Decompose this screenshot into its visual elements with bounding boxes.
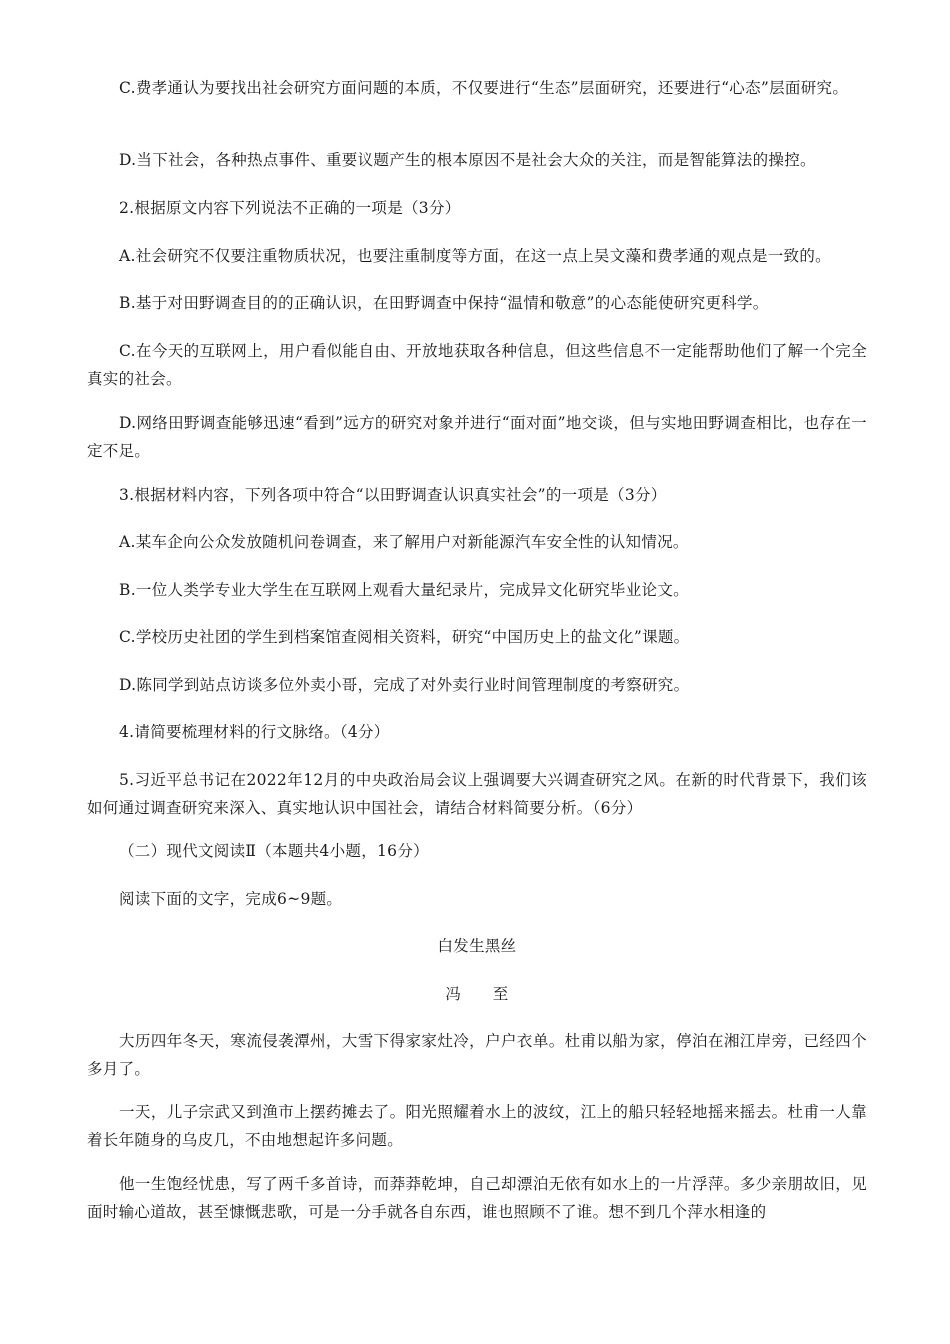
story-author: 冯 至 (445, 985, 509, 1003)
q2-option-a: A.社会研究不仅要注重物质状况，也要注重制度等方面，在这一点上吴文藻和费孝通的观点是一致的。 (119, 247, 831, 265)
q2-stem: 2.根据原文内容下列说法不正确的一项是（3分） (119, 199, 461, 217)
q3-option-a: A.某车企向公众发放随机问卷调查，来了解用户对新能源汽车安全性的认知情况。 (119, 533, 689, 551)
story-paragraph: 大历四年冬天，寒流侵袭潭州，大雪下得家家灶冷，户户衣单。杜甫以船为家，停泊在湘江岸旁，已经四个多月了。 (87, 1032, 867, 1078)
q1-option-d: D.当下社会，各种热点事件、重要议题产生的根本原因不是社会大众的关注，而是智能算法的操控。 (119, 151, 816, 169)
q3-option-c: C.学校历史社团的学生到档案馆查阅相关资料，研究“中国历史上的盐文化”课题。 (119, 628, 690, 646)
q3-option-d: D.陈同学到站点访谈多位外卖小哥，完成了对外卖行业时间管理制度的考察研究。 (119, 676, 690, 694)
q2-option-c: C.在今天的互联网上，用户看似能自由、开放地获取各种信息，但这些信息不一定能帮助他们了解一个完全真实的社会。 (87, 342, 867, 388)
story-paragraph: 一天，儿子宗武又到渔市上摆药摊去了。阳光照耀着水上的波纹，江上的船只轻轻地摇来摇去。杜甫一人靠着长年随身的乌皮几，不由地想起许多问题。 (87, 1103, 867, 1149)
q5-stem: 5.习近平总书记在2022年12月的中央政治局会议上强调要大兴调查研究之风。在新的时代背景下，我们该如何通过调查研究来深入、真实地认识中国社会，请结合材料简要分析。（6分） (87, 771, 867, 817)
q2-option-b: B.基于对田野调查目的的正确认识，在田野调查中保持“温情和敬意”的心态能使研究更科学。 (119, 294, 769, 312)
q4-stem: 4.请简要梳理材料的行文脉络。（4分） (119, 723, 390, 741)
section-heading: （二）现代文阅读Ⅱ（本题共4小题，16分） (119, 842, 429, 860)
q1-option-c: C.费孝通认为要找出社会研究方面问题的本质，不仅要进行“生态”层面研究，还要进行“心态”层面研究。 (119, 79, 849, 97)
story-paragraph: 他一生饱经忧患，写了两千多首诗，而莽莽乾坤，自己却漂泊无依有如水上的一片浮萍。多少亲朋故旧，见面时输心道故，甚至慷慨悲歌，可是一分手就各自东西，谁也照顾不了谁。想不到几个萍水相逢的 (87, 1175, 867, 1221)
q2-option-d: D.网络田野调查能够迅速“看到”远方的研究对象并进行“面对面”地交谈，但与实地田野调查相比，也存在一定不足。 (87, 414, 867, 460)
q3-stem: 3.根据材料内容，下列各项中符合“以田野调查认识真实社会”的一项是（3分） (119, 486, 667, 504)
q3-option-b: B.一位人类学专业大学生在互联网上观看大量纪录片，完成异文化研究毕业论文。 (119, 581, 689, 599)
story-title: 白发生黑丝 (437, 937, 517, 955)
section-instruction: 阅读下面的文字，完成6~9题。 (119, 890, 343, 908)
